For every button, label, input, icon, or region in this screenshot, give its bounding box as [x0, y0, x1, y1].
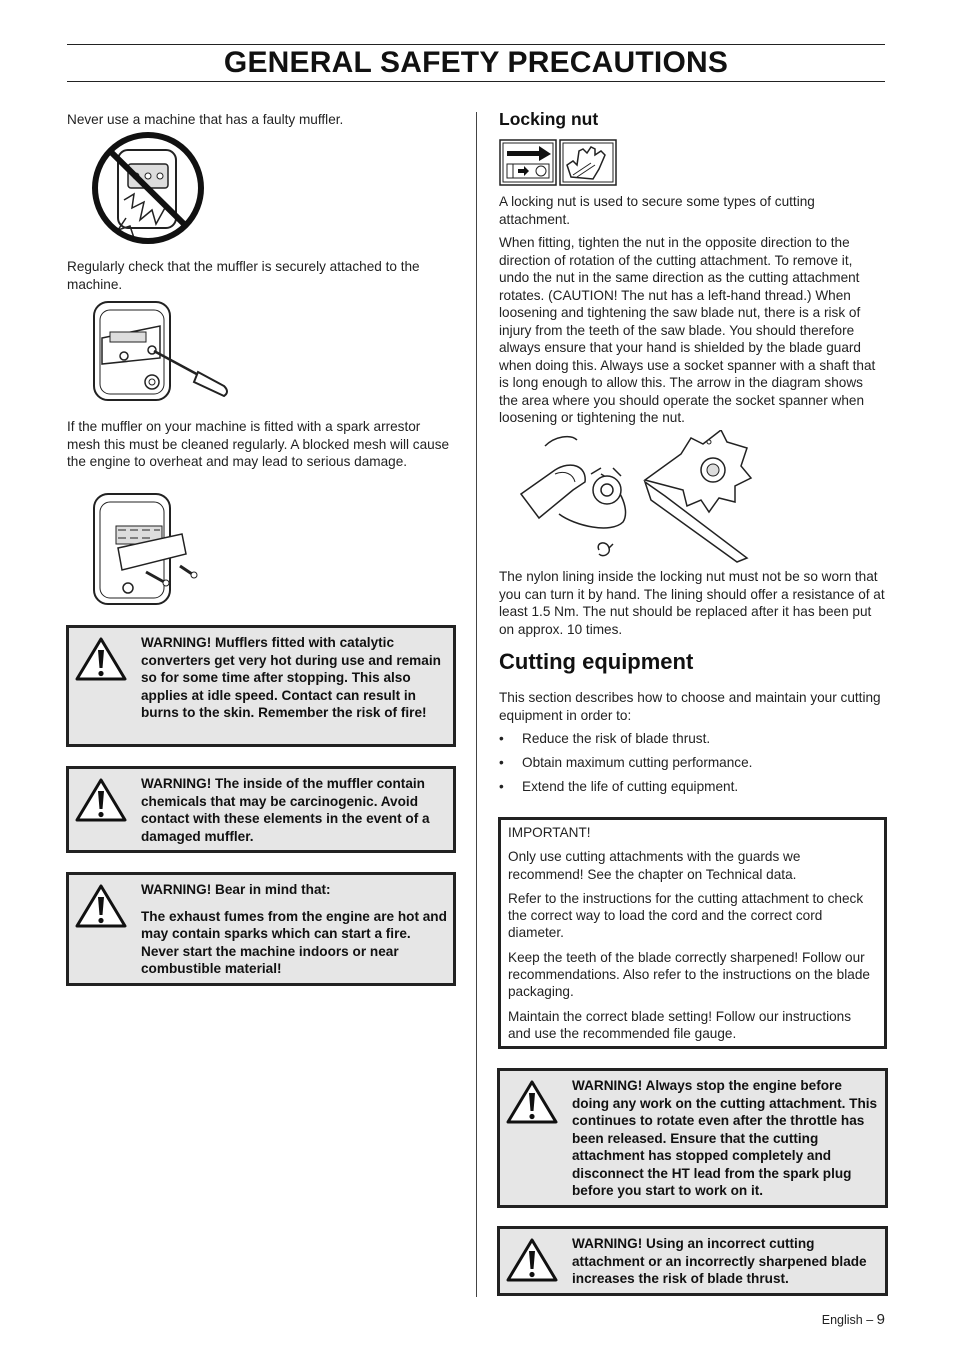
warning-triangle-icon	[75, 636, 127, 682]
header-bottom-rule	[67, 81, 885, 82]
cutting-equipment-intro: This section describes how to choose and maintain your cutting equipment in order to:	[499, 690, 881, 723]
warning-box-catalytic	[66, 625, 456, 747]
locking-nut-instructions: When fitting, tighten the nut in the opposite direction to the direction of rotation of the cutting attachment. To remove it, undo the nut in the same direction as the cutting attachment rotates. (CAUTION! The nut has a left-hand thread.) When loosening and tightening the saw blade nut, there is a risk of injury from the teeth of the saw blade. You should therefore always ensure that your hand is shielded by the blade guard when doing this. Always use a socket spanner with a shaft that is long enough to allow this. The arrow in the diagram shows the area where you should operate the socket spanner when loosening or tightening the nut.	[499, 235, 876, 425]
warning-triangle-icon	[75, 883, 127, 929]
bullet-text: Extend the life of cutting equipment.	[522, 779, 739, 794]
important-heading: IMPORTANT!	[508, 825, 591, 840]
important-item: Only use cutting attachments with the guards we recommend! See the chapter on Technical data.	[508, 849, 801, 882]
cutting-equipment-heading: Cutting equipment	[499, 649, 694, 674]
warning-box-carcinogenic	[66, 766, 456, 853]
column-divider	[476, 112, 477, 1297]
page-footer	[822, 1311, 885, 1328]
warning-stop-engine-text: WARNING! Always stop the engine before doing any work on the cutting attachment. This continues to rotate even after the throttle has been released. Ensure that the cutting attachment has stopped completely and disconnect the HT lead from the spark plug before you start to work on it.	[572, 1078, 878, 1198]
locking-nut-symbols	[499, 139, 619, 187]
important-item: Refer to the instructions for the cutting attachment to check the correct way to load the cord and the correct cord diameter.	[508, 890, 864, 941]
page-number: 9	[876, 1311, 885, 1328]
footer-separator: –	[866, 1313, 874, 1327]
warning-triangle-icon	[506, 1237, 558, 1283]
warning-triangle-icon	[506, 1079, 558, 1125]
muffler-screwdriver-figure	[88, 298, 233, 406]
socket-spanner-figure	[515, 430, 755, 570]
nylon-lining-text: The nylon lining inside the locking nut must not be so worn that you can turn it by hand. The lining should offer a resistance of at least 1.5 Nm. The nut should be replaced after it has been put on approx. 10 times.	[499, 569, 885, 637]
warning-box-stop-engine	[497, 1068, 888, 1208]
warning-box-blade-thrust	[497, 1226, 888, 1296]
warning-carcinogenic-text: WARNING! The inside of the muffler contain chemicals that may be carcinogenic. Avoid contact with these elements in the event of a damaged muffler.	[141, 776, 430, 844]
bullet-text: Obtain maximum cutting performance.	[522, 755, 753, 770]
locking-nut-heading: Locking nut	[499, 109, 599, 129]
important-item: Maintain the correct blade setting! Follow our instructions and use the recommended file gauge.	[508, 1008, 852, 1041]
page-title: GENERAL SAFETY PRECAUTIONS	[223, 46, 729, 79]
faulty-muffler-text: Never use a machine that has a faulty muffler.	[67, 112, 344, 127]
no-faulty-muffler-figure	[90, 130, 206, 246]
important-box	[498, 817, 887, 1049]
bullet-text: Reduce the risk of blade thrust.	[522, 731, 711, 746]
muffler-attached-text: Regularly check that the muffler is securely attached to the machine.	[67, 259, 420, 292]
manual-arrow-icon	[500, 140, 556, 185]
warning-triangle-icon	[75, 777, 127, 823]
bullet-mark: •	[499, 755, 504, 770]
important-item: Keep the teeth of the blade correctly sharpened! Follow our recommendations. Also refer to the instructions on the blade packaging.	[508, 949, 870, 1000]
warning-catalytic-text: WARNING! Mufflers fitted with catalytic converters get very hot during use and remain so for some time after stopping. This also applies at idle speed. Contact can result in burns to the skin. Remember the risk of fire!	[141, 635, 441, 720]
warning-exhaust-heading: WARNING! Bear in mind that:	[141, 882, 331, 897]
bullet-mark: •	[499, 779, 504, 794]
header-top-rule	[67, 44, 885, 45]
spark-arrestor-figure	[88, 490, 203, 608]
locking-nut-intro: A locking nut is used to secure some types of cutting attachment.	[499, 194, 815, 227]
spark-arrestor-text: If the muffler on your machine is fitted with a spark arrestor mesh this must be cleaned regularly. A blocked mesh will cause the engine to overheat and may lead to serious damage.	[67, 419, 450, 469]
bullet-mark: •	[499, 731, 504, 746]
protective-glove-icon	[560, 140, 616, 185]
warning-exhaust-text: The exhaust fumes from the engine are hot and may contain sparks which can start a fire. Never start the machine indoors or near combustible material!	[141, 908, 447, 976]
warning-box-exhaust	[66, 872, 456, 986]
warning-blade-thrust-text: WARNING! Using an incorrect cutting attachment or an incorrectly sharpened blade increases the risk of blade thrust.	[572, 1236, 867, 1286]
footer-language: English	[821, 1313, 863, 1327]
